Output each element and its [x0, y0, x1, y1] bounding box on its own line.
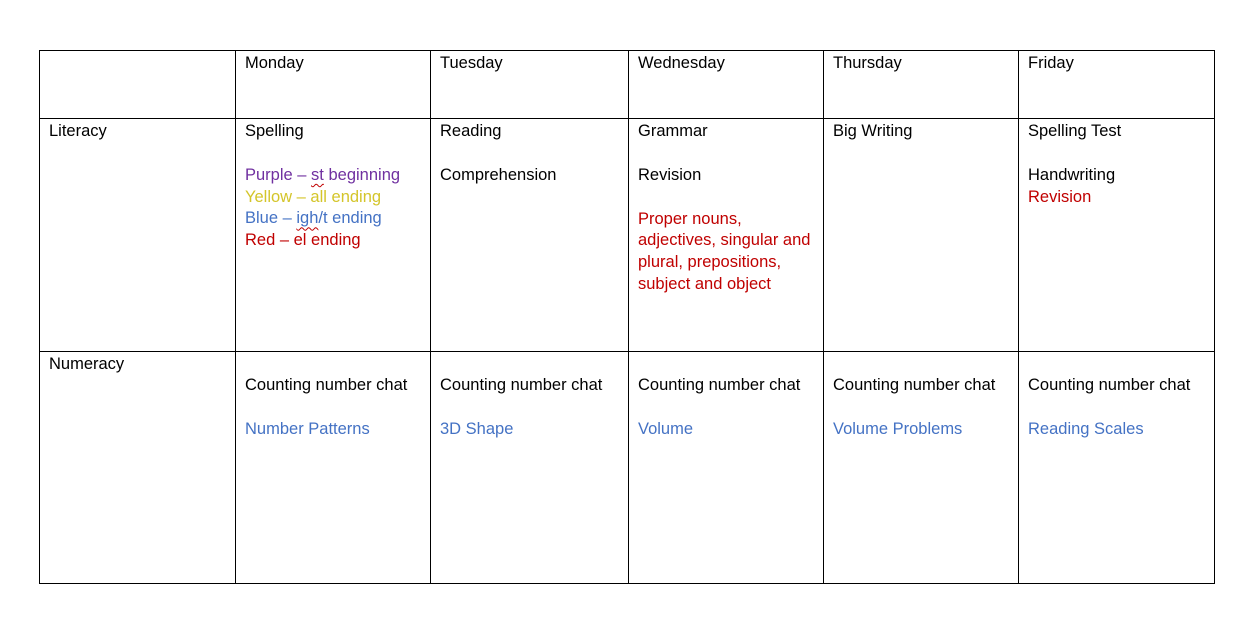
numeracy-label-cell: [40, 352, 236, 584]
literacy-monday-title: Spelling: [245, 122, 304, 140]
header-cell-wednesday: [629, 51, 824, 119]
corner-label: [40, 51, 235, 53]
numeracy-row: [40, 352, 1215, 584]
numeracy-wednesday-topic: Volume: [638, 419, 694, 438]
numeracy-thursday-topic: Volume Problems: [833, 419, 963, 438]
day-label-wednesday: Wednesday: [638, 54, 725, 72]
timetable: [39, 50, 1215, 584]
day-label-tuesday: Tuesday: [440, 54, 503, 72]
header-cell-friday: [1019, 51, 1215, 119]
day-label-friday: Friday: [1028, 54, 1074, 72]
literacy-friday-cell: [1019, 119, 1215, 352]
numeracy-monday-cell: [236, 352, 431, 584]
literacy-wednesday-note: Proper nouns, adjectives, singular and plural, prepositions, subject and object: [638, 209, 811, 293]
literacy-wednesday-title: Grammar: [638, 122, 708, 140]
purple-prefix: Purple –: [245, 165, 312, 184]
day-label-monday: Monday: [245, 54, 304, 72]
purple-word: st: [311, 165, 324, 184]
row-label-literacy: Literacy: [49, 122, 107, 140]
spelling-group-yellow: Yellow – all ending: [245, 187, 382, 206]
numeracy-tuesday-warmup: Counting number chat: [440, 376, 603, 394]
numeracy-friday-warmup: Counting number chat: [1028, 376, 1191, 394]
literacy-thursday-cell: [824, 119, 1019, 352]
blue-suffix: /t ending: [318, 209, 382, 228]
numeracy-thursday-warmup: Counting number chat: [833, 376, 996, 394]
numeracy-tuesday-topic: 3D Shape: [440, 419, 514, 438]
literacy-wednesday-line2: Revision: [638, 165, 702, 184]
numeracy-wednesday-warmup: Counting number chat: [638, 376, 801, 394]
purple-suffix: beginning: [323, 165, 401, 184]
literacy-friday-line2: Handwriting: [1028, 165, 1116, 184]
literacy-tuesday-cell: [431, 119, 629, 352]
blue-word: igh: [296, 209, 319, 228]
blue-prefix: Blue –: [245, 209, 297, 228]
literacy-thursday-title: Big Writing: [833, 122, 913, 140]
numeracy-monday-topic: Number Patterns: [245, 419, 370, 438]
literacy-label-cell: [40, 119, 236, 352]
numeracy-monday-warmup: Counting number chat: [245, 376, 408, 394]
header-cell-tuesday: [431, 51, 629, 119]
header-cell-monday: [236, 51, 431, 119]
header-cell-thursday: [824, 51, 1019, 119]
numeracy-wednesday-cell: [629, 352, 824, 584]
literacy-friday-title: Spelling Test: [1028, 122, 1122, 140]
row-label-numeracy: Numeracy: [49, 355, 125, 373]
spelling-group-red: Red – el ending: [245, 231, 361, 250]
literacy-wednesday-cell: [629, 119, 824, 352]
spelling-group-blue: [245, 208, 421, 230]
literacy-tuesday-title: Reading: [440, 122, 502, 140]
header-row: [40, 51, 1215, 119]
literacy-row: [40, 119, 1215, 352]
numeracy-friday-topic: Reading Scales: [1028, 419, 1144, 438]
numeracy-tuesday-cell: [431, 352, 629, 584]
literacy-tuesday-line2: Comprehension: [440, 165, 557, 184]
day-label-thursday: Thursday: [833, 54, 902, 72]
numeracy-friday-cell: [1019, 352, 1215, 584]
literacy-monday-cell: [236, 119, 431, 352]
literacy-friday-line3: Revision: [1028, 187, 1092, 206]
numeracy-thursday-cell: [824, 352, 1019, 584]
spelling-group-purple: [245, 165, 421, 187]
corner-cell: [40, 51, 236, 119]
